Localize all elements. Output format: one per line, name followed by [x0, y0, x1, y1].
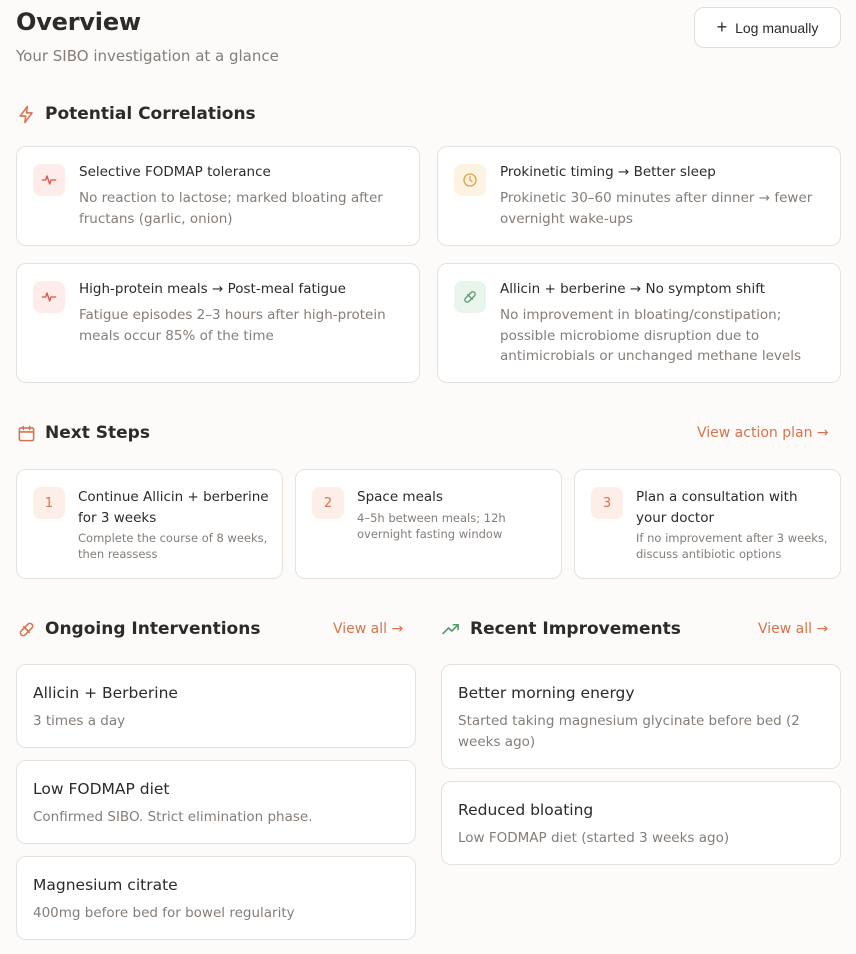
correlation-card[interactable]	[16, 263, 420, 383]
pill-icon	[454, 281, 486, 313]
step-description: Complete the course of 8 weeks, then reassess	[78, 531, 268, 561]
next-steps-header	[17, 423, 150, 443]
log-manually-button[interactable]	[694, 7, 841, 48]
step-number: 1	[33, 487, 65, 519]
step-description: 4–5h between meals; 12h overnight fasting window	[357, 511, 506, 541]
interventions-header	[17, 619, 260, 639]
improvement-card[interactable]	[441, 664, 841, 769]
next-step-card[interactable]	[574, 469, 841, 579]
improvement-title: Reduced bloating	[458, 801, 594, 819]
correlation-description: No improvement in bloating/constipation; possible microbiome disruption due to antimicrobials or unchanged methane levels	[500, 307, 802, 364]
correlation-title: Prokinetic timing → Better sleep	[500, 164, 716, 180]
step-title: Space meals	[357, 489, 443, 505]
interventions-title: Ongoing Interventions	[45, 619, 261, 639]
clock-icon	[454, 164, 486, 196]
view-action-plan-link[interactable]: View action plan →	[697, 425, 829, 441]
pill-icon	[17, 620, 36, 639]
step-number: 3	[591, 487, 623, 519]
trending-up-icon	[441, 620, 461, 639]
view-all-improvements-link[interactable]: View all →	[758, 621, 829, 637]
next-step-card[interactable]	[295, 469, 562, 579]
page-title: Overview	[16, 8, 141, 36]
improvement-title: Better morning energy	[458, 684, 635, 702]
next-steps-title: Next Steps	[45, 423, 150, 443]
improvement-description: Started taking magnesium glycinate before bed (2 weeks ago)	[458, 713, 800, 750]
pulse-icon	[33, 164, 65, 196]
correlation-description: Fatigue episodes 2–3 hours after high-protein meals occur 85% of the time	[79, 307, 386, 344]
step-number: 2	[312, 487, 344, 519]
page-subtitle: Your SIBO investigation at a glance	[16, 47, 279, 65]
correlations-header	[17, 104, 256, 124]
next-step-card[interactable]	[16, 469, 283, 579]
correlation-card[interactable]	[437, 146, 841, 246]
correlation-description: Prokinetic 30–60 minutes after dinner → fewer overnight wake-ups	[500, 190, 813, 227]
step-title: Continue Allicin + berberine for 3 weeks	[78, 489, 269, 526]
correlation-description: No reaction to lactose; marked bloating after fructans (garlic, onion)	[79, 190, 383, 227]
correlation-title: Allicin + berberine → No symptom shift	[500, 281, 766, 297]
view-all-interventions-link[interactable]: View all →	[333, 621, 404, 637]
correlation-title: Selective FODMAP tolerance	[79, 164, 271, 180]
intervention-title: Low FODMAP diet	[33, 780, 170, 798]
improvement-card[interactable]	[441, 781, 841, 865]
intervention-card[interactable]	[16, 664, 416, 748]
intervention-description: Confirmed SIBO. Strict elimination phase.	[33, 809, 313, 825]
correlation-card[interactable]	[16, 146, 420, 246]
intervention-title: Magnesium citrate	[33, 876, 178, 894]
improvement-description: Low FODMAP diet (started 3 weeks ago)	[458, 830, 730, 846]
improvements-title: Recent Improvements	[470, 619, 681, 639]
intervention-description: 400mg before bed for bowel regularity	[33, 905, 295, 921]
correlation-card[interactable]	[437, 263, 841, 383]
pulse-icon	[33, 281, 65, 313]
correlation-title: High-protein meals → Post-meal fatigue	[79, 281, 346, 297]
calendar-icon	[17, 424, 36, 443]
intervention-title: Allicin + Berberine	[33, 684, 178, 702]
intervention-description: 3 times a day	[33, 713, 126, 729]
plus-icon: +	[716, 16, 728, 37]
step-title: Plan a consultation with your doctor	[636, 489, 798, 526]
correlations-title: Potential Correlations	[45, 104, 256, 124]
step-description: If no improvement after 3 weeks, discuss antibiotic options	[636, 531, 828, 561]
intervention-card[interactable]	[16, 760, 416, 844]
improvements-header	[441, 619, 681, 639]
lightning-icon	[17, 105, 36, 124]
log-manually-label: Log manually	[735, 19, 819, 36]
intervention-card[interactable]	[16, 856, 416, 940]
